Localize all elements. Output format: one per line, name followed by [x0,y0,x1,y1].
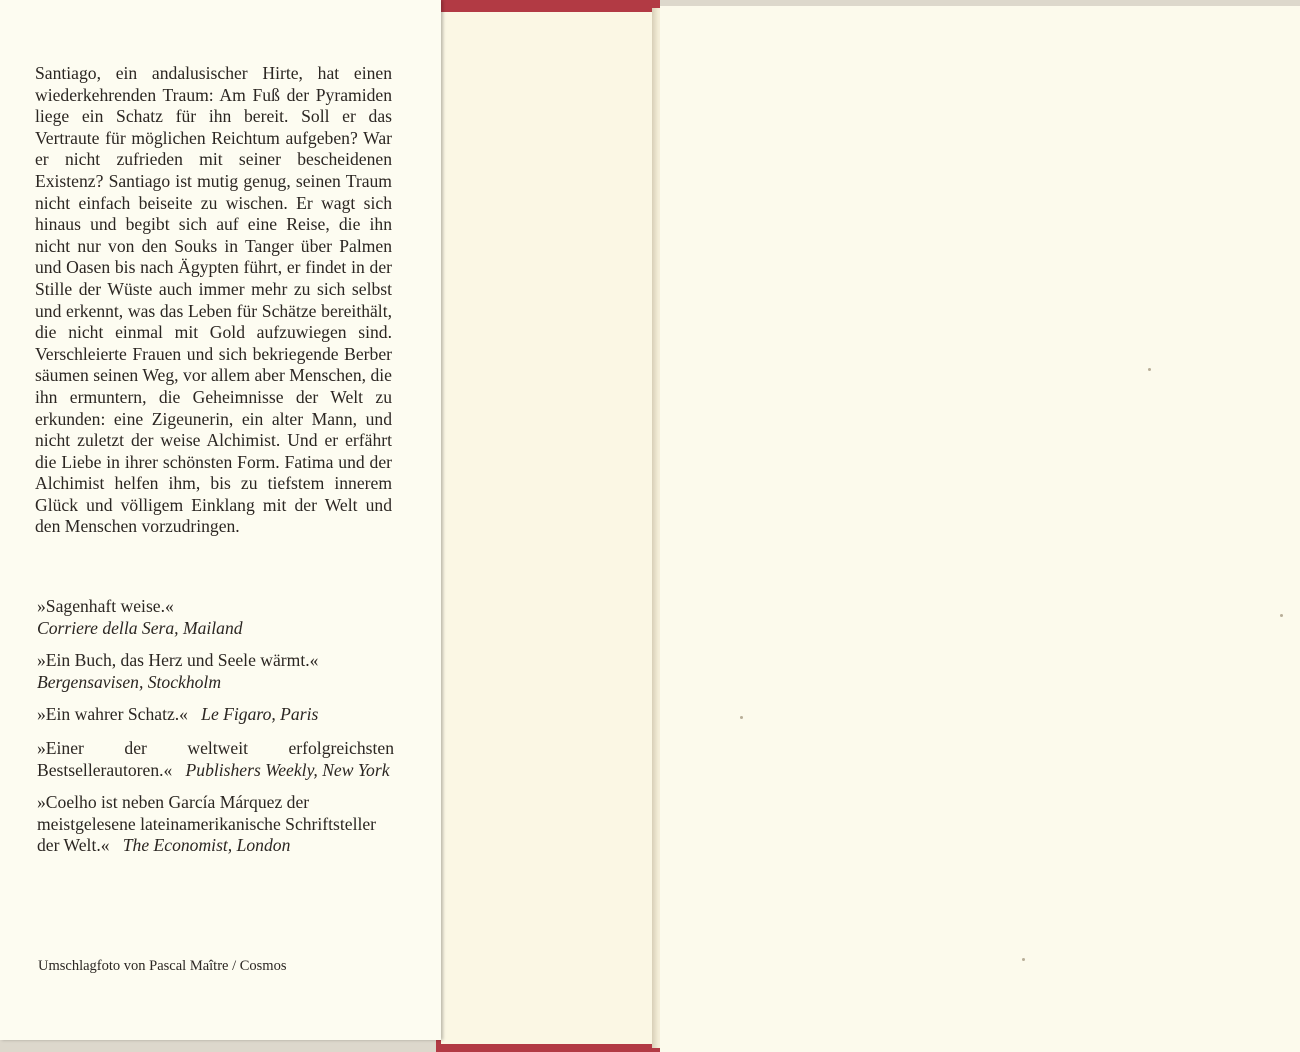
photo-credit: Umschlagfoto von Pascal Maître / Cosmos [38,958,287,974]
quote-source: The Economist, London [122,835,291,856]
quote-1 [37,596,394,639]
paper-speck [1280,614,1283,617]
quote-3 [37,704,394,726]
dust-jacket-flap [0,0,441,1040]
quote-2 [37,650,394,693]
quote-text: »Coelho ist neben García Márquez der meistgelesene lateinamerikanische Schriftsteller der Welt.« [37,792,377,856]
quote-4 [37,738,394,781]
endpaper-left [441,12,654,1044]
quote-source: Publishers Weekly, New York [185,759,390,780]
quote-text: »Sagenhaft weise.« [37,596,174,616]
quote-source: Corriere della Sera, Mailand [37,617,243,638]
quote-text: »Ein Buch, das Herz und Seele wärmt.« [37,650,319,670]
blurb-text: Santiago, ein andalusischer Hirte, hat einen wiederkehrenden Traum: Am Fuß der Pyramiden liege ein Schatz für ihn bereit. Soll er das Vertraute für möglichen Reichtum aufgeben? War er nicht zufrieden mit seiner bescheidenen Existenz? Santiago ist mutig genug, seinen Traum nicht einfach beiseite zu wischen. Er wagt sich hinaus und begibt sich auf eine Reise, die ihn nicht nur von den Souks in Tanger über Palmen und Oasen bis nach Ägypten führt, er findet in der Stille der Wüste auch immer mehr zu sich selbst und erkennt, was das Leben für Schätze bereithält, die nicht einmal mit Gold aufzuwiegen sind. Verschleierte Frauen und sich bekriegende Berber säumen seinen Weg, vor allem aber Menschen, die ihn ermuntern, die Geheimnisse der Welt zu erkunden: eine Zigeunerin, ein alter Mann, und nicht zuletzt der weise Alchimist. Und er erfährt die Liebe in ihrer schönsten Form. Fatima und der Alchimist helfen ihm, bis zu tiefstem innerem Glück und völligem Einklang mit der Welt und den Menschen vorzudringen. [35,63,392,537]
quote-source: Bergensavisen, Stockholm [37,671,222,692]
endpaper-right [660,6,1300,1052]
quote-source: Le Figaro, Paris [201,704,319,724]
paper-speck [1022,958,1025,961]
paper-speck [1148,368,1151,371]
paper-speck [740,716,743,719]
quote-text: »Ein wahrer Schatz.« [37,704,188,724]
quote-5 [37,792,394,857]
quote-text: »Einer der weltweit erfolgreichsten Bestsellerautoren.« [37,738,394,780]
